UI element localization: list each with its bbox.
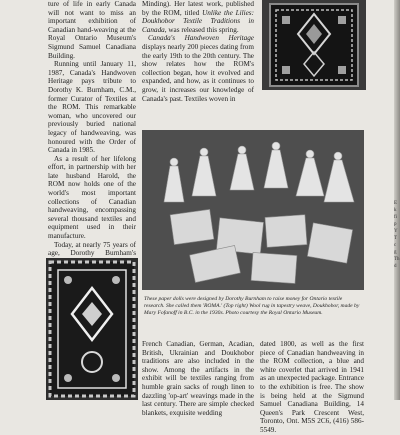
next-page-edge-text xyxy=(394,200,399,270)
edge-letter: T xyxy=(394,236,398,241)
paragraph: Canada's Handwoven Heritage displays nearly 200 pieces dating from the early 19th to the 20th century. The show relates how the ROM's collection began, how it evolved and expanded, and how, as it continues to grow, it increases our knowledge of Canada's past. Textiles woven in xyxy=(142,34,254,103)
paragraph: dated 1800, as well as the first piece of Canadian handweaving in the ROM collection, a blue and white coverlet that arrived in 1941 as an unexpected package. Entrance to the exhibition is free. The show is being held at the Sigmund Samuel Canadiana Building, 14 Queen's Park Crescent West, Toronto, Ont. M5S 2C6, (416) 586-5549. xyxy=(260,340,364,434)
edge-letter: Y xyxy=(394,229,398,234)
paragraph: As a result of her lifelong effort, in partnership with her late husband Harold, the ROM now holds one of the world's most important collections of Canadian handweaving, encompassing several thousand textiles and equipment used in their manufacture. xyxy=(48,154,136,241)
paper-dolls-image xyxy=(142,130,364,290)
rug-photo-top-right xyxy=(262,0,366,90)
edge-letter: p xyxy=(394,222,397,227)
paragraph: French Canadian, German, Acadian, British, Ukrainian and Doukhobor traditions are also included in the show. Among the artifacts in the exhibit will be textiles ranging from humble grain sacks of rough linen to dazzling 'op-art' weavings made in the last century. There are simple checked blankets, exquisite wedding xyxy=(142,340,254,417)
edge-letter: g xyxy=(394,250,397,255)
edge-letter: Th xyxy=(394,257,400,262)
paragraph: Today, at nearly 75 years of age, Dorothy Burnham's xyxy=(48,240,136,258)
edge-letter: k xyxy=(394,208,397,213)
rug-image xyxy=(262,0,366,90)
photo-caption: These paper dolls were designed by Dorothy Burnham to raise money for Ontario textile research. She called them 'ROMA.' (Top right) Wool rug in tapestry weave, Doukhobor, made by Mary Fofanoff in B.C. in the 1930s. Photo courtesy the Royal Ontario Museum. xyxy=(144,296,360,316)
paragraph: ture of life in early Canada will not want to miss an important exhibition of Canadian hand-weaving at the Royal Ontario Museum's Sigmund Samuel Canadiana Building. xyxy=(48,0,136,60)
middle-bottom-text xyxy=(142,340,254,417)
edge-letter: fi xyxy=(394,215,398,220)
edge-letter: c xyxy=(394,243,397,248)
paragraph: Minding). Her latest work, published by the ROM, titled Unlike the Lilies: Doukhobor Textile Traditions in Canada, was released this spring. xyxy=(142,0,254,34)
right-bottom-text xyxy=(260,340,364,435)
edge-letter: d xyxy=(394,264,397,269)
edge-letter: E xyxy=(394,201,398,206)
rug-photo-bottom-left xyxy=(46,258,138,400)
paragraph: Running until January 11, 1987, Canada's Handwoven Heritage pays tribute to Dorothy K. Burnham, C.M., former Curator of Textiles at the ROM. This remarkable woman, who uncovered our previously buried national legacy of handweaving, was honoured with the Order of Canada in 1985. xyxy=(48,60,136,155)
coverlet-image xyxy=(46,258,138,400)
middle-column-text xyxy=(142,0,254,103)
paper-dolls-photo xyxy=(142,130,364,290)
